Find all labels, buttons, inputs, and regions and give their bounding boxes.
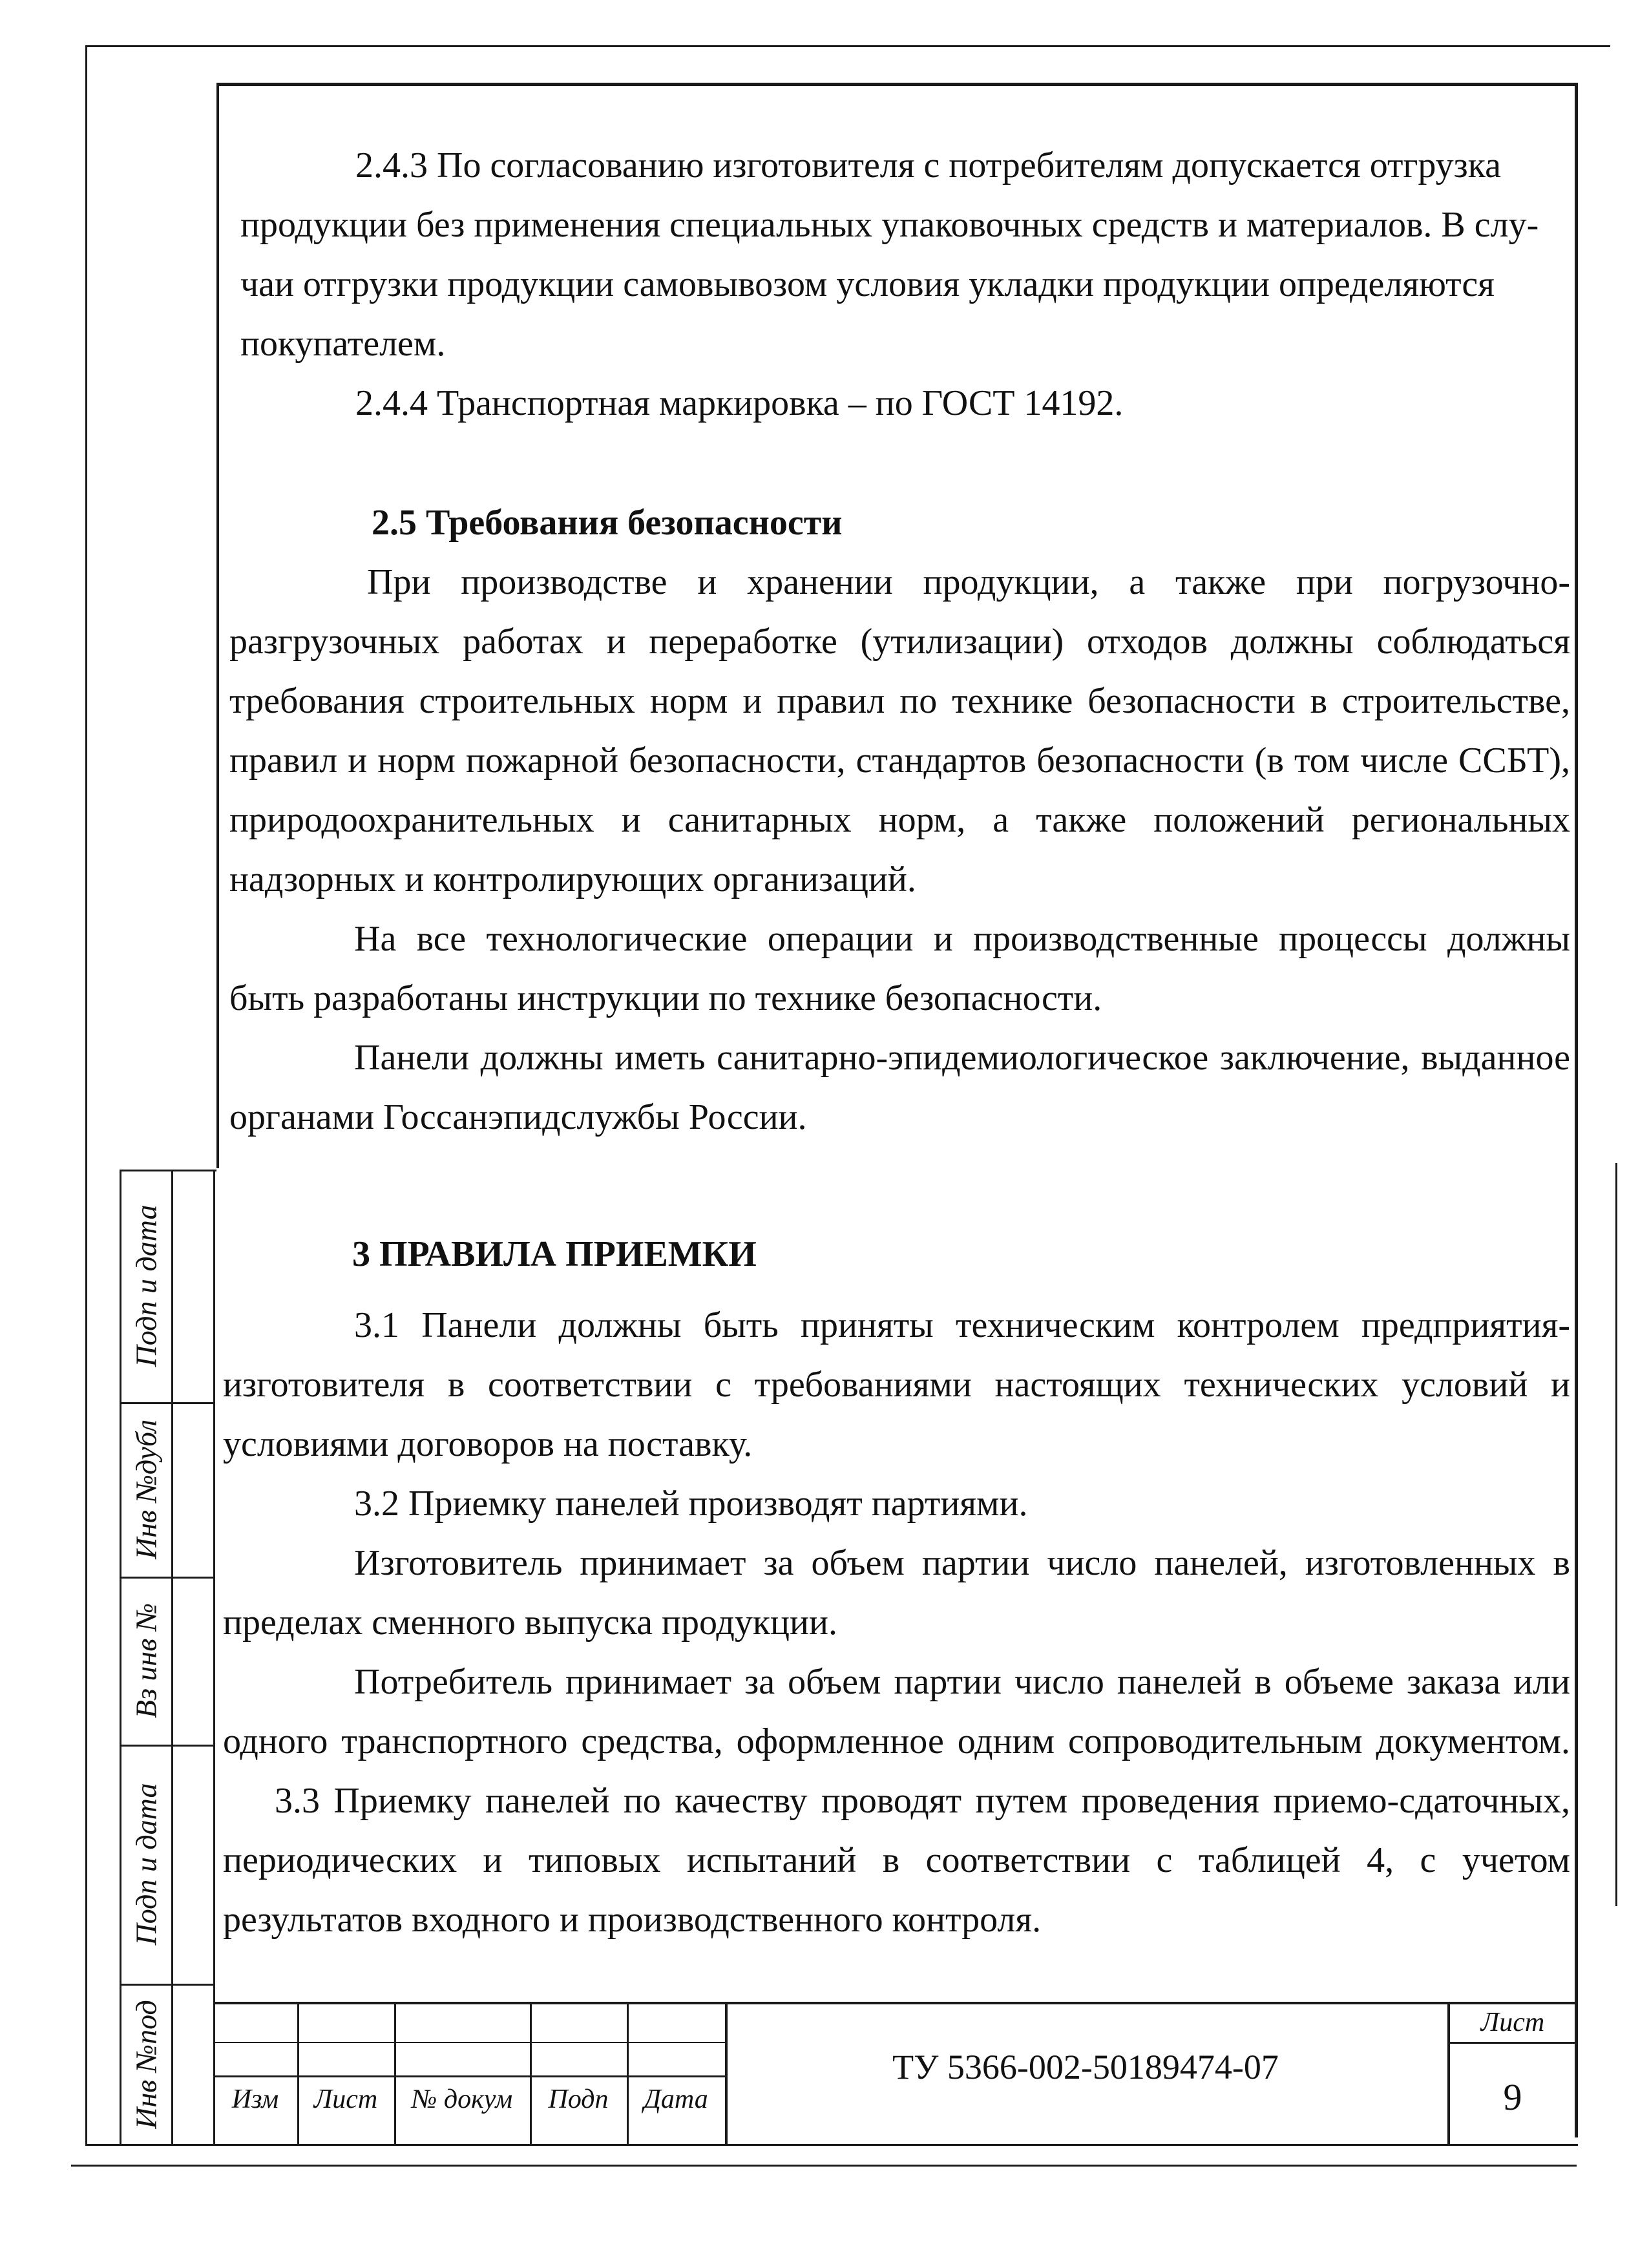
para-2-4-4: 2.4.4 Транспортная маркировка – по ГОСТ 14192. <box>355 383 1124 423</box>
para-3-1-line-1: 3.1 Панели должны быть приняты техническим контролем предприятия- <box>354 1305 1570 1345</box>
title-block-sheet-sep <box>1447 2042 1578 2044</box>
side-stamp-sep-2 <box>120 1577 215 1579</box>
heading-3: 3 ПРАВИЛА ПРИЕМКИ <box>352 1234 757 1274</box>
title-block-izm: Изм <box>231 2084 279 2114</box>
title-block-col-1 <box>297 2002 299 2145</box>
side-label-inv-dubl: Инв №дубл <box>129 1419 163 1560</box>
para-3-3-line-1: 3.3 Приемку панелей по качеству проводят путем проведения приемо-сдаточных, <box>275 1781 1570 1821</box>
para-2-5b-line-2: быть разработаны инструкции по технике безопасности. <box>229 978 1102 1018</box>
para-3-1-line-3: условиями договоров на поставку. <box>223 1424 753 1464</box>
title-block-col-5 <box>725 2002 728 2145</box>
para-3-2b-line-1: Потребитель принимает за объем партии число панелей в объеме заказа или <box>354 1662 1570 1702</box>
right-margin-mark <box>1615 1163 1617 1906</box>
side-stamp-left <box>120 1170 121 2145</box>
title-block-top <box>213 2002 1578 2004</box>
title-block-data: Дата <box>644 2084 708 2114</box>
side-label-podp-data-2: Подп и дата <box>129 1783 163 1946</box>
para-2-4-3-line-3: чаи отгрузки продукции самовывозом условия укладки продукции определяются <box>240 264 1495 304</box>
side-stamp-top <box>120 1170 216 1171</box>
title-block-sheet-number: 9 <box>1503 2076 1522 2118</box>
title-block-n-dokum: № докум <box>411 2084 513 2114</box>
para-2-4-3-line-2: продукции без применения специальных упаковочных средств и материалов. В слу- <box>240 205 1539 245</box>
outer-frame-top <box>85 45 1610 47</box>
para-3-2a-line-2: пределах сменного выпуска продукции. <box>223 1602 837 1643</box>
side-stamp-right <box>213 1170 215 2145</box>
para-2-5a-line-4: правил и норм пожарной безопасности, стандартов безопасности (в том числе ССБТ), <box>229 740 1570 781</box>
para-2-5a-line-5: природоохранительных и санитарных норм, а также положений региональных <box>229 800 1570 840</box>
para-2-5a-line-3: требования строительных норм и правил по технике безопасности в строительстве, <box>229 681 1570 721</box>
title-block-col-4 <box>627 2002 629 2145</box>
inner-frame-top <box>216 83 1577 86</box>
title-block-sheet-label: Лист <box>1480 2008 1545 2037</box>
outer-frame-left <box>85 45 87 2145</box>
para-2-5a-line-2: разгрузочных работах и переработке (утилизации) отходов должны соблюдаться <box>229 622 1570 662</box>
para-2-5b-line-1: На все технологические операции и производственные процессы должны <box>354 919 1570 959</box>
para-2-4-3-line-1: 2.4.3 По согласованию изготовителя с потребителям допускается отгрузка <box>355 145 1501 185</box>
title-block-col-2 <box>394 2002 396 2145</box>
para-3-2: 3.2 Приемку панелей производят партиями. <box>354 1484 1028 1524</box>
title-block-sheet-left <box>1447 2002 1450 2145</box>
para-3-3-line-3: результатов входного и производственного контроля. <box>223 1900 1042 1940</box>
title-block-row-1 <box>213 2042 727 2043</box>
para-2-4-3-line-4: покупателем. <box>240 324 446 364</box>
heading-2-5: 2.5 Требования безопасности <box>372 503 843 543</box>
side-label-vz-inv: Вз инв № <box>129 1602 163 1719</box>
outer-frame-bottom <box>85 2144 1578 2146</box>
side-stamp-sep-4 <box>120 1984 215 1986</box>
title-block-podp: Подп <box>548 2084 609 2114</box>
side-label-inv-podl: Инв №под <box>129 2000 163 2129</box>
para-2-5c-line-1: Панели должны иметь санитарно-эпидемиологическое заключение, выданное <box>354 1038 1570 1078</box>
para-2-5a-line-1: При производстве и хранении продукции, а также при погрузочно- <box>367 562 1570 602</box>
para-3-3-line-2: периодических и типовых испытаний в соответствии с таблицей 4, с учетом <box>223 1840 1570 1880</box>
side-stamp-divider <box>171 1170 173 2145</box>
side-stamp-sep-1 <box>120 1402 215 1404</box>
para-3-2a-line-1: Изготовитель принимает за объем партии число панелей, изготовленных в <box>354 1543 1570 1583</box>
para-3-2b-line-2: одного транспортного средства, оформленное одним сопроводительным документом. <box>223 1721 1570 1761</box>
page-bottom-rule <box>71 2165 1577 2167</box>
title-block-doc-code: ТУ 5366-002-50189474-07 <box>892 2048 1279 2086</box>
para-3-1-line-2: изготовителя в соответствии с требованиями настоящих технических условий и <box>223 1365 1570 1405</box>
title-block-list: Лист <box>313 2084 378 2114</box>
side-stamp-sep-3 <box>120 1745 215 1747</box>
title-block-row-2 <box>213 2075 727 2077</box>
inner-frame-left <box>216 83 219 1168</box>
side-label-podp-data-1: Подп и дата <box>129 1204 163 1367</box>
inner-frame-right <box>1575 83 1578 2137</box>
para-2-5a-line-6: надзорных и контролирующих организаций. <box>229 859 916 899</box>
para-2-5c-line-2: органами Госсанэпидслужбы России. <box>229 1097 807 1137</box>
title-block-col-3 <box>530 2002 532 2145</box>
